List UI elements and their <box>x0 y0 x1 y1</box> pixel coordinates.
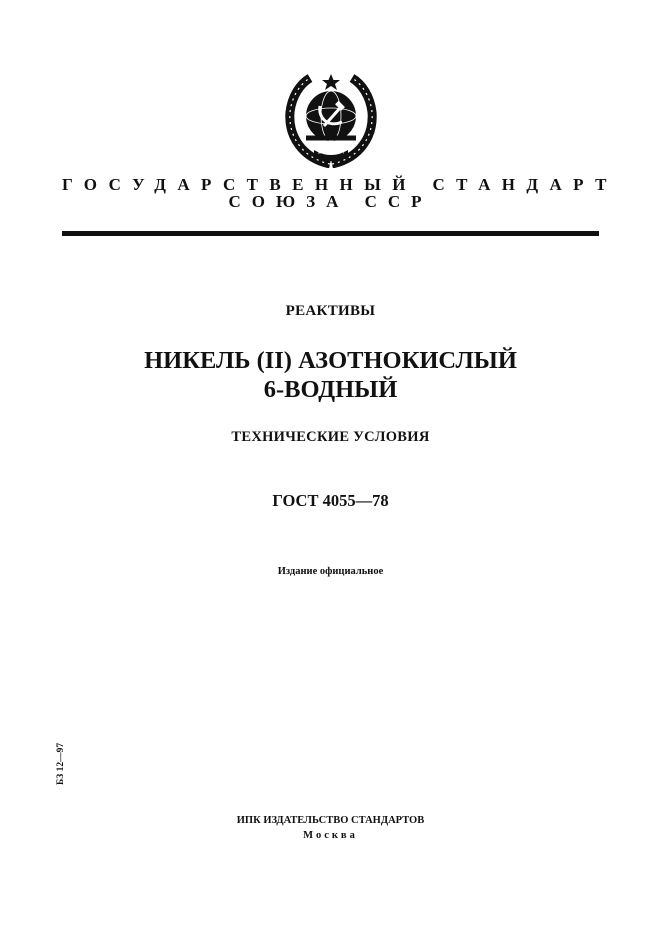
ussr-coat-of-arms-icon <box>284 72 378 168</box>
edition-note: Издание официальное <box>277 566 384 577</box>
header-line1: ГОСУДАРСТВЕННЫЙ СТАНДАРТ <box>62 175 618 194</box>
document-title-line2: 6-ВОДНЫЙ <box>263 376 398 403</box>
header-line2: СОЮЗА ССР <box>228 192 433 211</box>
document-subject: РЕАКТИВЫ <box>285 303 376 319</box>
publisher-city: Москва <box>303 830 358 841</box>
standard-number: ГОСТ 4055—78 <box>272 491 389 510</box>
side-code: БЗ 12—97 <box>56 742 66 785</box>
publisher: ИПК ИЗДАТЕЛЬСТВО СТАНДАРТОВ <box>236 815 425 826</box>
document-spec: ТЕХНИЧЕСКИЕ УСЛОВИЯ <box>231 429 430 445</box>
document-title-line1: НИКЕЛЬ (II) АЗОТНОКИСЛЫЙ <box>144 347 517 374</box>
document-title <box>0 346 661 404</box>
header-divider <box>62 231 599 236</box>
